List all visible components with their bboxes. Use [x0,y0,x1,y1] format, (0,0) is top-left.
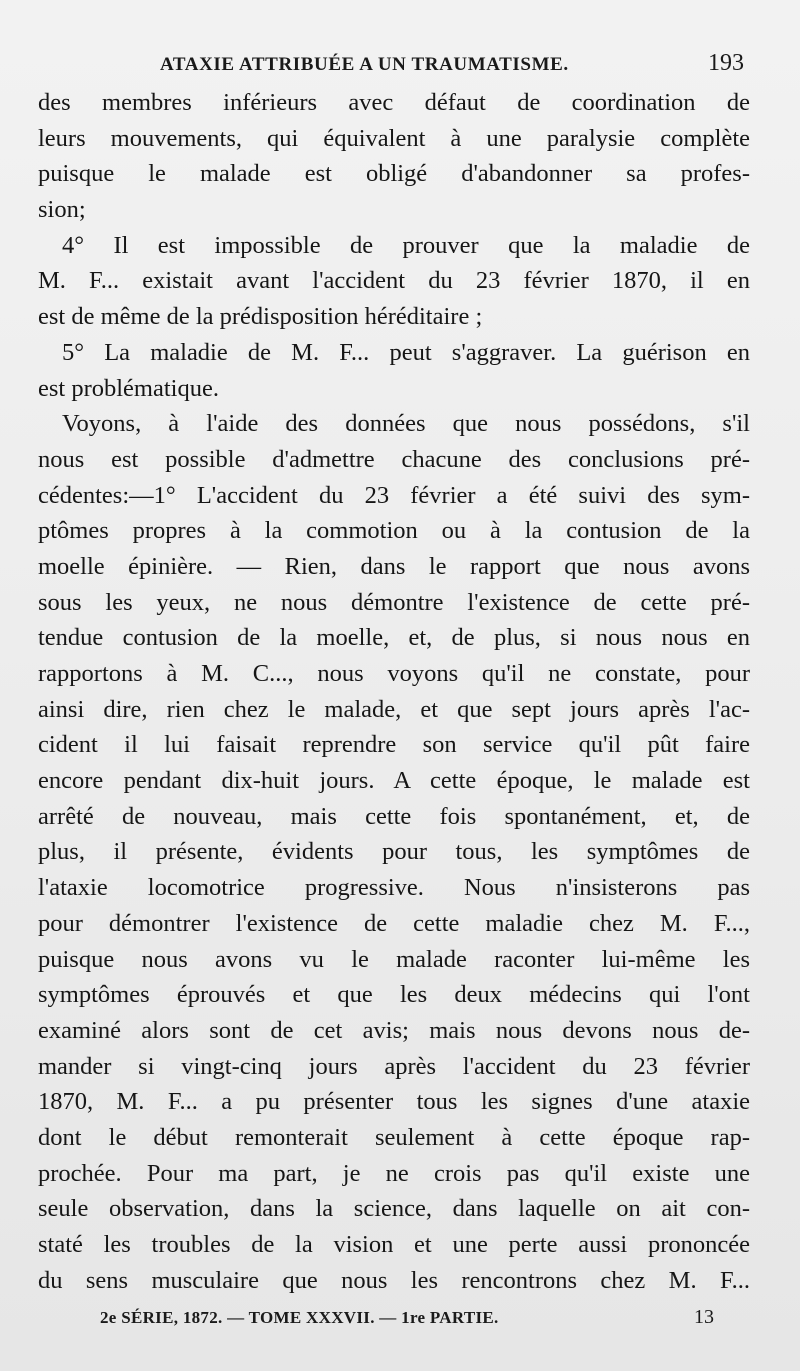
text-line: dont le début remonterait seulement à cette époque rap- [38,1123,750,1151]
text-line: staté les troubles de la vision et une perte aussi prononcée [38,1231,750,1258]
text-line: leurs mouvements, qui équivalent à une paralysie complète [38,124,750,152]
text-line: tendue contusion de la moelle, et, de plus, si nous nous en [38,624,750,652]
text-line: M. F... existait avant l'accident du 23 février 1870, il en [38,267,750,295]
text-line: cident il lui faisait reprendre son service qu'il pût faire [38,731,750,759]
page-number: 193 [708,50,744,76]
text-line: des membres inférieurs avec défaut de coordination de [38,89,750,116]
text-line: ainsi dire, rien chez le malade, et que sept jours après l'ac- [38,695,750,723]
page-header [160,48,750,80]
text-line: moelle épinière. — Rien, dans le rapport que nous avons [38,552,750,580]
text-line: 1870, M. F... a pu présenter tous les signes d'une ataxie [38,1088,750,1116]
running-title: ATAXIE ATTRIBUÉE A UN TRAUMATISME. [160,54,569,75]
text-line: encore pendant dix-huit jours. A cette époque, le malade est [38,767,750,795]
text-line: examiné alors sont de cet avis; mais nous devons nous de- [38,1016,750,1044]
text-line: puisque le malade est obligé d'abandonner sa profes- [38,160,750,188]
text-line: prochée. Pour ma part, je ne crois pas qu'il existe une [38,1159,750,1187]
text-line: 5° La maladie de M. F... peut s'aggraver. La guérison en [62,338,750,366]
text-line: symptômes éprouvés et que les deux médecins qui l'ont [38,981,750,1009]
text-line: Voyons, à l'aide des données que nous possédons, s'il [62,410,750,438]
text-line: arrêté de nouveau, mais cette fois spontanément, et, de [38,802,750,830]
text-line: est de même de la prédisposition héréditaire ; [38,303,483,331]
printer-signature: 2e SÉRIE, 1872. — TOME XXXVII. — 1re PARTIE. [100,1308,499,1327]
text-line: est problématique. [38,374,219,402]
page-footer [100,1308,720,1336]
text-line: nous est possible d'admettre chacune des conclusions pré- [38,445,750,473]
text-line: plus, il présente, évidents pour tous, les symptômes de [38,838,750,866]
text-line: puisque nous avons vu le malade raconter lui-même les [38,945,750,973]
body-text [38,85,750,1298]
signature-number: 13 [694,1306,714,1328]
text-line: pour démontrer l'existence de cette maladie chez M. F..., [38,909,750,937]
text-line: sous les yeux, ne nous démontre l'existence de cette pré- [38,588,750,616]
text-line: mander si vingt-cinq jours après l'accident du 23 février [38,1052,750,1080]
text-line: l'ataxie locomotrice progressive. Nous n'insisterons pas [38,874,750,902]
text-line: seule observation, dans la science, dans laquelle on ait con- [38,1195,750,1223]
text-line: 4° Il est impossible de prouver que la maladie de [62,231,750,259]
text-line: cédentes:—1° L'accident du 23 février a été suivi des sym- [38,481,750,509]
text-line: ptômes propres à la commotion ou à la contusion de la [38,517,750,545]
text-line: du sens musculaire que nous les rencontrons chez M. F... [38,1266,750,1294]
text-line: rapportons à M. C..., nous voyons qu'il ne constate, pour [38,660,750,687]
text-line: sion; [38,196,86,224]
